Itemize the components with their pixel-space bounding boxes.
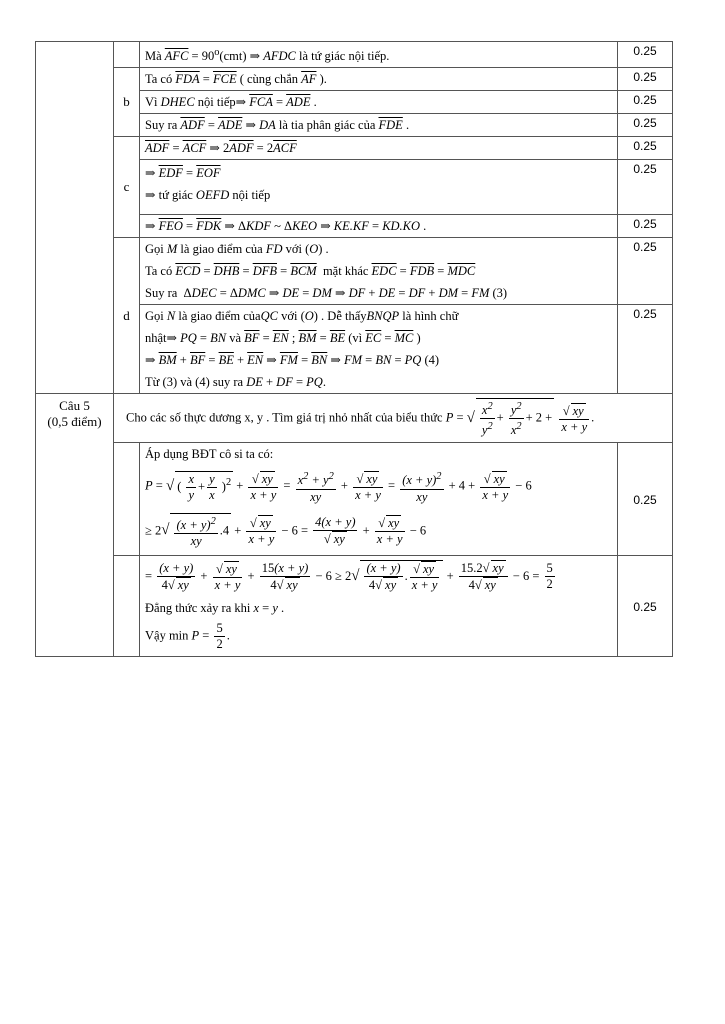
line-s5: Đẳng thức xảy ra khi x = y .: [145, 601, 285, 616]
score-c2: 0.25: [618, 160, 673, 215]
answer-table: [35, 41, 673, 394]
line-c1: $\overline{ADF} = \overline{ACF}$ ⇒ $2\overline{ADF} = 2\overline{ACF}$: [145, 141, 297, 156]
q5-text: Cho các số thực dương x, y . Tìm giá trị nhỏ nhất của biểu thức: [126, 410, 443, 425]
part-label-c: c: [114, 137, 140, 238]
line-d4: Gọi N là giao điểm củaQC với (O) . Dễ thấyBNQP là hình chữ: [145, 309, 459, 324]
line-d2: Ta có $\overline{ECD} = \overline{DHB} = \overline{DFB} = \overline{BCM}$ mặt khác $\overline{EDC} = \overline{FDB} = \overline{MDC}$: [145, 264, 476, 279]
q5-statement: Cho các số thực dương x, y . Tìm giá trị nhỏ nhất của biểu thức P = √ $\frac{x^2}{y^2}$ + $\frac{y^2}{x^2}$ + 2 + √ $\frac{xy}{x + y}$ .: [114, 394, 673, 443]
score-c1: 0.25: [618, 137, 673, 160]
line-s3: ≥ 2 √ $\frac{(x + y)^2}{xy}$ .4 + √ $\frac{xy}{x + y}$ − 6 = 4(x + y) √ xy + √ $\frac{xy}{x + y}$ − 6: [140, 509, 617, 555]
score-d2: 0.25: [618, 305, 673, 394]
score-s1: 0.25: [618, 443, 673, 555]
question-cell-empty: [36, 42, 114, 394]
part-label-d: d: [114, 238, 140, 394]
part-cell-empty: [114, 42, 140, 68]
line-d1: Gọi M là giao điểm của FD với (O) .: [145, 242, 329, 257]
score-d1: 0.25: [618, 238, 673, 305]
part-label-b: b: [114, 68, 140, 137]
score-b2: 0.25: [618, 91, 673, 114]
score-b3: 0.25: [618, 114, 673, 137]
question-5-label: Câu 5 (0,5 điểm): [36, 394, 114, 657]
line-s4: = $\frac{(x + y)}{4 √ xy}$ + √ $\frac{xy}{x + y}$ + $\frac{15(x + y)}{4 √ xy}$ − 6 ≥ 2 √ $\frac{(x + y)}{4 √ xy}$ . √ $\frac{xy}{x + y}$ + $\frac{15.2 √ xy}{4 √ xy}$ − 6 = $\frac{5}{2}$: [140, 556, 617, 598]
line-d3: Suy ra ΔDEC = ΔDMC ⇒ DE = DM ⇒ DF + DE = DF + DM = FM (3): [145, 286, 508, 301]
line-d7: Từ (3) và (4) suy ra DE + DF = PQ.: [145, 375, 326, 390]
q5-solution-2: [140, 555, 618, 657]
line-b1: Ta có $\overline{FDA} = \overline{FCE}$ ( cùng chắn $\overline{AF}$ ).: [145, 72, 327, 87]
content-a: [140, 42, 618, 68]
line-b2: Vì DHEC nội tiếp⇒ $\overline{FCA} = \overline{ADE}$ .: [145, 95, 317, 110]
line-c2: ⇒ $\overline{EDF} = \overline{EOF}$: [145, 166, 221, 181]
q5-solution-1: [140, 443, 618, 555]
line-s6: Vậy min P = $\frac{5}{2}$ .: [145, 621, 230, 652]
question5-table: [35, 393, 673, 657]
score-s2: 0.25: [618, 555, 673, 657]
solution-page: [35, 41, 672, 657]
line-b3: Suy ra $\overline{ADF} = \overline{ADE}$ ⇒ DA là tia phân giác của $\overline{FDE}$ .: [145, 118, 410, 133]
line-d5: nhật⇒ PQ = BN và $\overline{BF} = \overline{EN}$ ; $\overline{BM} = \overline{BE}$ (vì $\overline{EC} = \overline{MC}$ ): [145, 331, 421, 346]
line-d6: ⇒ $\overline{BM} + \overline{BF} = \overline{BE} + \overline{EN}$ ⇒ $\overline{FM} = \overline{BN}$ ⇒ FM = BN = PQ (4): [145, 353, 440, 368]
score-b1: 0.25: [618, 68, 673, 91]
line-s2: P = √ ( $\frac{x}{y}$ + $\frac{y}{x}$ )$^2$ + √ $\frac{xy}{x + y}$ = $\frac{x^2 + y^2}{xy}$ + √ $\frac{xy}{x + y}$ = $\frac{(x + y)^2}{xy}$ + 4 + √ $\frac{xy}{x + y}$ − 6: [140, 465, 617, 508]
line-a1: Mà $\overline{AFC} = 90^o(cmt)$ ⇒ AFDC là tứ giác nội tiếp.: [145, 47, 390, 64]
line-c4: ⇒ $\overline{FEO} = \overline{FDK}$ ⇒ ΔKDF ~ ΔKEO ⇒ KE.KF = KD.KO .: [145, 219, 427, 234]
line-c3: ⇒ tứ giác OEFD nội tiếp: [145, 188, 271, 203]
line-s1: Áp dụng BĐT cô si ta có:: [145, 447, 274, 462]
score-a1: 0.25: [618, 42, 673, 68]
score-c3: 0.25: [618, 215, 673, 238]
